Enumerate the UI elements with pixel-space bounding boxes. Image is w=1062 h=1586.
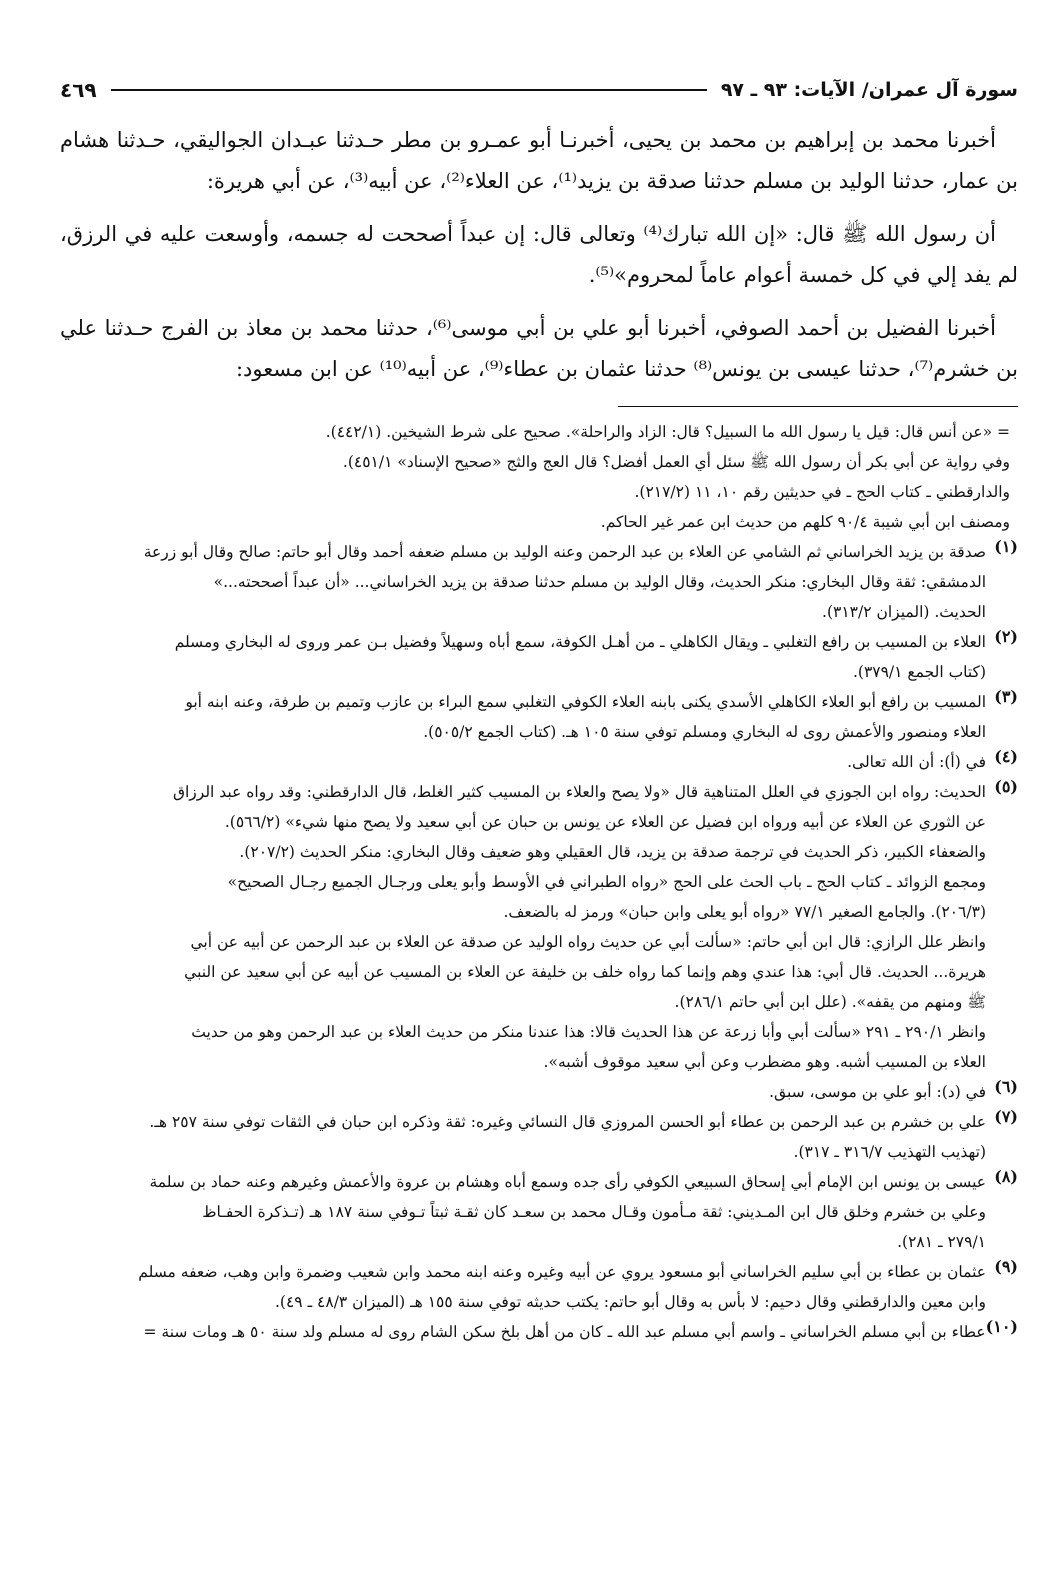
- footnote: [60, 1107, 1018, 1167]
- footnote-list: [60, 537, 1018, 1347]
- footnote-line: الحديث. (الميزان ٣١٣/٢).: [822, 603, 986, 621]
- footnote-line: = «عن أنس قال: قيل يا رسول الله ما السبيل؟ قال: الزاد والراحلة». صحيح على شرط الشيخين. (٤٤٢/١).: [325, 423, 1010, 441]
- footnote-line: المسيب بن رافع أبو العلاء الكاهلي الأسدي يكنى بابنه العلاء الكوفي التغلبي سمع البراء بن عازب وتميم بن طرفة، وعنه ابنه أبو: [185, 693, 986, 711]
- footnote-line: ﷺ ومنهم من يقفه». (علل ابن أبي حاتم ٢٨٦/١).: [674, 993, 986, 1011]
- footnote-text: [60, 777, 986, 1077]
- footnote: [60, 687, 1018, 747]
- footnote: [60, 1317, 1018, 1347]
- main-paragraph: أخبرنا محمد بن إبراهيم بن محمد بن يحيى، أخبرنـا أبو عمـرو بن مطر حـدثنا عبـدان الجواليقي، حـدثنا هشام بن عمار، حدثنا الوليد بن مسلم حدثنا صدقة بن يزيد⁽¹⁾، عن العلاء⁽²⁾، عن أبيه⁽³⁾، عن أبي هريرة:: [60, 128, 1018, 193]
- footnote-line: عيسى بن يونس ابن الإمام أبي إسحاق السبيعي الكوفي رأى جده وسمع أباه وهشام بن عروة والأعمش وغيرهم وعنه حماد بن سلمة: [149, 1173, 986, 1191]
- footnote-continuation: [60, 417, 1018, 537]
- footnote-line: هريرة... الحديث. قال أبي: هذا عندي وهم وإنما كما رواه خلف بن خليفة عن العلاء بن المسيب عن أبيه عن أبي سعيد عن النبي: [184, 963, 986, 981]
- footnote-line: ومصنف ابن أبي شيبة ٩٠/٤ كلهم من حديث ابن عمر غير الحاكم.: [600, 513, 1010, 531]
- header-title: سورة آل عمران/ الآيات: ٩٣ ـ ٩٧: [720, 79, 1018, 101]
- page-number: ٤٦٩: [60, 78, 97, 102]
- footnote-line: في (د): أبو علي بن موسى، سبق.: [769, 1083, 986, 1101]
- main-paragraph: أخبرنا الفضيل بن أحمد الصوفي، أخبرنا أبو علي بن أبي موسى⁽⁶⁾، حدثنا محمد بن معاذ بن الفرج حـدثنا علي بن خشرم⁽⁷⁾، حدثنا عيسى بن يونس⁽⁸⁾ حدثنا عثمان بن عطاء⁽⁹⁾، عن أبيه⁽¹⁰⁾ عن ابن مسعود:: [60, 316, 1018, 381]
- footnote-line: ٢٧٩/١ ـ ٢٨١).: [897, 1233, 986, 1251]
- footnote-number: (١٠): [985, 1317, 1018, 1336]
- main-text: [60, 120, 1018, 390]
- footnote-line: والدارقطني ـ كتاب الحج ـ في حديثين رقم ١٠، ١١ (٢١٧/٢).: [634, 483, 1010, 501]
- footnote-line: الحديث: رواه ابن الجوزي في العلل المتناهية قال «ولا يصح والعلاء بن المسيب كثير الغلط، قال الدارقطني: وقد رواه عبد الرزاق: [172, 783, 986, 801]
- footnote: [60, 1257, 1018, 1317]
- footnote-number: (٩): [994, 1257, 1018, 1276]
- footnotes: [60, 417, 1018, 1347]
- footnote-line: (تهذيب التهذيب ٣١٦/٧ ـ ٣١٧).: [793, 1143, 986, 1161]
- footnote-line: في (أ): أن الله تعالى.: [847, 753, 986, 771]
- footnote-line: الدمشقي: ثقة وقال البخاري: منكر الحديث، وقال الوليد بن مسلم حدثنا صدقة بن يزيد الخراساني... «أن عبداً أصححته...»: [213, 573, 986, 591]
- footnote-line: العلاء بن المسيب بن رافع التغلبي ـ ويقال الكاهلي ـ من أهـل الكوفة، سمع أباه وسهيلاً وفضيل بـن عمر وروى له البخاري ومسلم: [174, 633, 986, 651]
- footnote: [60, 1077, 1018, 1107]
- footnote-line: عن الثوري عن العلاء عن أبيه ورواه ابن فضيل عن العلاء عن يونس بن حبان عن أبي سعيد ولا يصح منها شيء» (٥٦٦/٢).: [224, 813, 986, 831]
- footnote-text: [60, 1077, 986, 1107]
- footnote-line: وفي رواية عن أبي بكر أن رسول الله ﷺ سئل أي العمل أفضل؟ قال العج والثج «صحيح الإسناد» ٤٥١/١).: [342, 453, 1010, 471]
- footnote: [60, 747, 1018, 777]
- footnote-number: (٢): [994, 627, 1018, 646]
- footnote-line: علي بن خشرم بن عبد الرحمن بن عطاء أبو الحسن المروزي قال النسائي وغيره: ثقة وذكره ابن حبان في الثقات توفي سنة ٢٥٧ هـ.: [149, 1113, 986, 1131]
- footnote-text: [60, 1167, 986, 1257]
- footnote-number: (١): [994, 537, 1018, 556]
- footnote-text: [60, 1257, 986, 1317]
- footnote: [60, 777, 1018, 1077]
- footnote-text: [60, 687, 986, 747]
- footnote-number: (٤): [994, 747, 1018, 766]
- footnote-line: وابن معين والدارقطني وقال دحيم: لا بأس به وقال أبو حاتم: يكتب حديثه توفي سنة ١٥٥ هـ (الميزان ٤٨/٣ ـ ٤٩).: [275, 1293, 986, 1311]
- running-header: [60, 70, 1018, 110]
- footnote-line: ومجمع الزوائد ـ كتاب الحج ـ باب الحث على الحج «رواه الطبراني في الأوسط وأبو يعلى ورجـال الجميع رجـال الصحيح»: [227, 873, 986, 891]
- footnote-line: صدقة بن يزيد الخراساني ثم الشامي عن العلاء بن عبد الرحمن وعنه الوليد بن مسلم ضعفه أحمد وقال أبو حاتم: صالح وقال أبو زرعة: [143, 543, 986, 561]
- footnote-line: والضعفاء الكبير، ذكر الحديث في ترجمة صدقة بن يزيد، قال العقيلي وهو ضعيف وقال البخاري: منكر الحديث (٢٠٧/٢).: [239, 843, 986, 861]
- footnote-text: [60, 1107, 986, 1167]
- footnote-line: العلاء بن المسيب أشبه. وهو مضطرب وعن أبي سعيد موقوف أشبه».: [543, 1053, 986, 1071]
- footnote-line: العلاء ومنصور والأعمش روى له البخاري ومسلم توفي سنة ١٠٥ هـ. (كتاب الجمع ٥٠٥/٢).: [423, 723, 986, 741]
- footnote-text: [60, 537, 986, 627]
- footnote-text: [60, 747, 986, 777]
- footnote-text: [60, 627, 986, 687]
- footnote-text: [60, 1317, 986, 1347]
- footnote: [60, 627, 1018, 687]
- main-paragraph: أن رسول الله ﷺ قال: «إن الله تبارك⁽⁴⁾ وتعالى قال: إن عبداً أصححت له جسمه، وأوسعت عليه في الرزق، لم يفد إلي في كل خمسة أعوام عاماً لمحروم»⁽⁵⁾.: [60, 222, 1018, 287]
- header-rule: [111, 89, 707, 91]
- footnote: [60, 537, 1018, 627]
- footnote-line: (٢٠٦/٣). والجامع الصغير ٧٧/١ «رواه أبو يعلى وابن حبان» ورمز له بالضعف.: [503, 903, 986, 921]
- footnote-line: عطاء بن أبي مسلم الخراساني ـ واسم أبي مسلم عبد الله ـ كان من أهل بلخ سكن الشام روى له مسلم ولد سنة ٥٠ هـ ومات سنة =: [143, 1323, 986, 1341]
- footnote-line: وانظر علل الرازي: قال ابن أبي حاتم: «سألت أبي عن حديث رواه الوليد عن صدقة عن العلاء بن عبد الرحمن عن أبيه عن أبي: [190, 933, 986, 951]
- footnote-number: (٦): [994, 1077, 1018, 1096]
- footnote-number: (٥): [994, 777, 1018, 796]
- footnote-line: عثمان بن عطاء بن أبي سليم الخراساني أبو مسعود يروي عن أبيه وغيره وعنه ابنه محمد وابن شعيب وضمرة وابن وهب، ضعفه مسلم: [138, 1263, 986, 1281]
- footnote-line: (كتاب الجمع ٣٧٩/١).: [852, 663, 986, 681]
- footnote-line: وعلي بن خشرم وخلق قال ابن المـديني: ثقة مـأمون وقـال محمد بن سعـد كان ثقـة ثبتاً تـوفي سنة ١٨٧ هـ (تـذكرة الحفـاظ: [202, 1203, 986, 1221]
- footnote-number: (٧): [994, 1107, 1018, 1126]
- footnote-line: وانظر ٢٩٠/١ ـ ٢٩١ «سألت أبي وأبا زرعة عن هذا الحديث قالا: هذا عندنا منكر من حديث العلاء بن عبد الرحمن وهو من حديث: [191, 1023, 986, 1041]
- footnote-number: (٨): [994, 1167, 1018, 1186]
- footnote-divider: [618, 406, 1018, 407]
- footnote-number: (٣): [994, 687, 1018, 706]
- footnote: [60, 1167, 1018, 1257]
